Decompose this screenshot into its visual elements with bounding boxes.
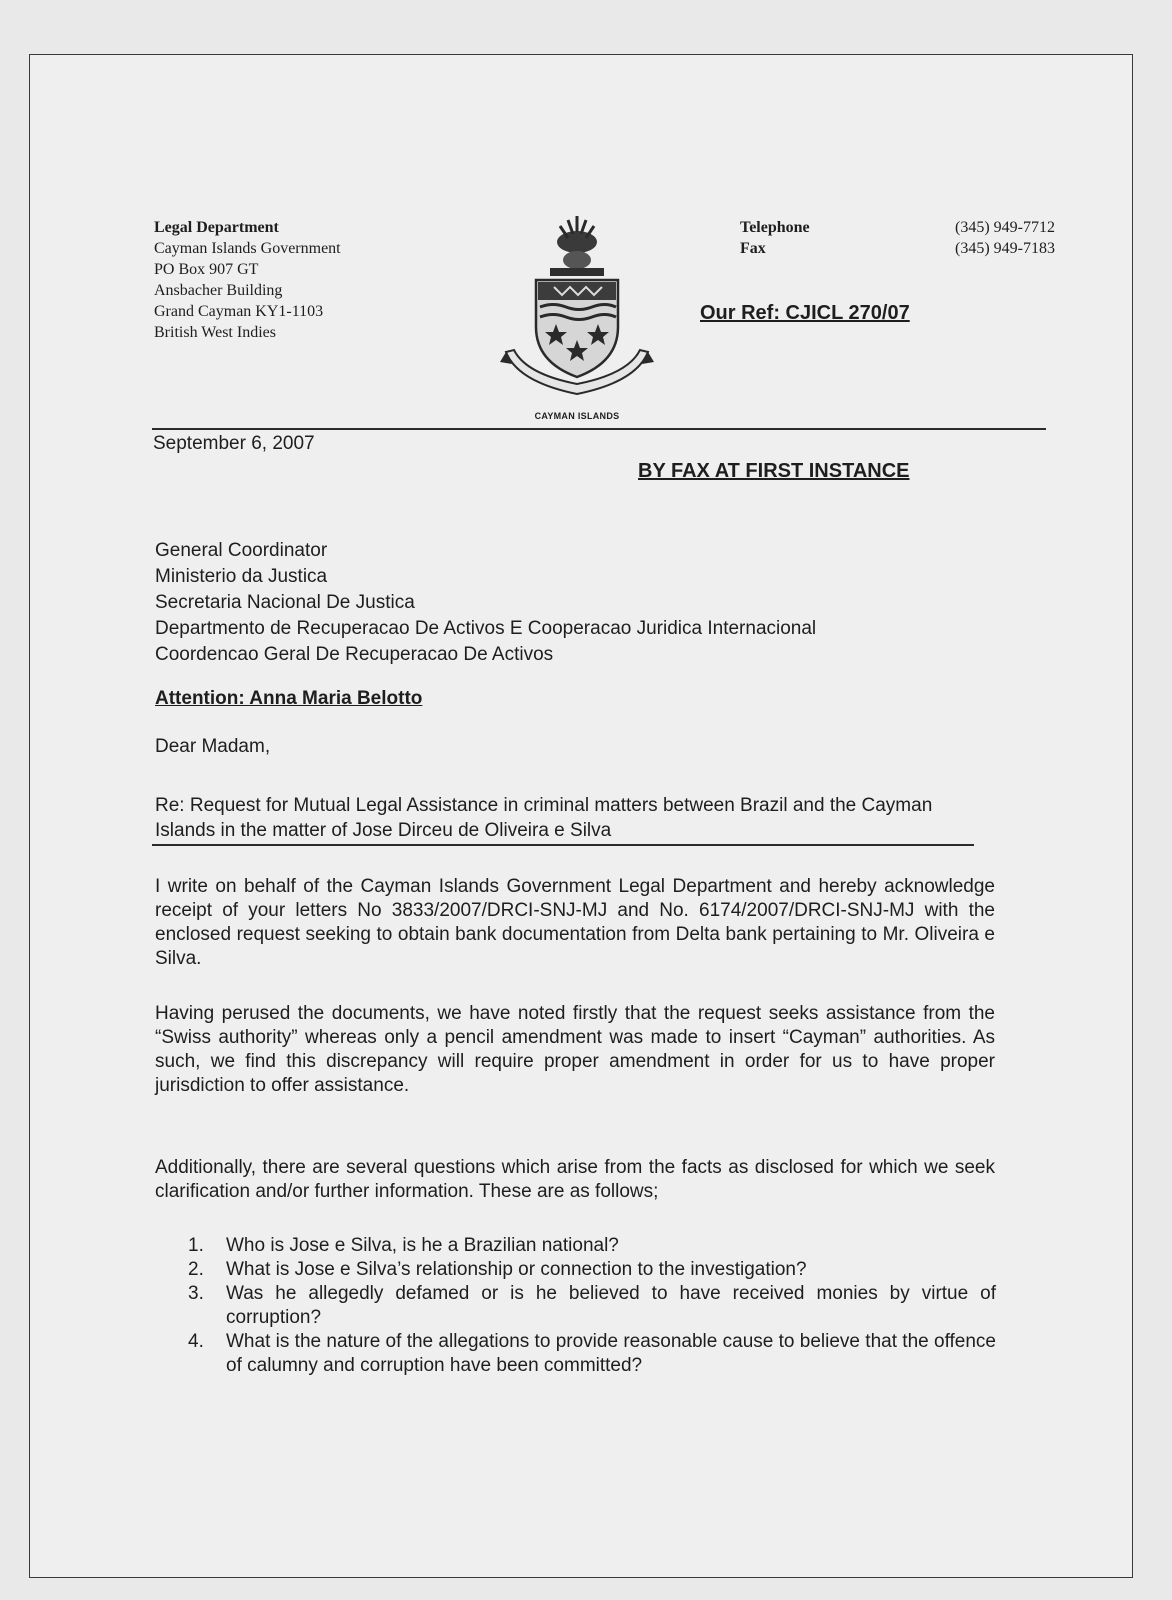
body-paragraph: Additionally, there are several questions which arise from the facts as disclosed for which we seek clarification and/or further information. These are as follows; (155, 1157, 995, 1202)
recipient-line: General Coordinator (155, 540, 328, 561)
letterhead-divider (152, 428, 1046, 430)
address-line: Cayman Islands Government (154, 240, 341, 257)
list-number: 3. (188, 1283, 204, 1304)
recipient-line: Coordencao Geral De Recuperacao De Activos (155, 644, 554, 665)
list-text: Was he allegedly defamed or is he believed to have received monies by virtue of corruption? (226, 1283, 996, 1328)
telephone-row (740, 217, 1055, 238)
coat-of-arms-emblem (498, 212, 656, 427)
list-item (188, 1234, 996, 1258)
telephone-number: (345) 949-7712 (955, 219, 1055, 236)
body-paragraph: Having perused the documents, we have noted firstly that the request seeks assistance from the “Swiss authority” whereas only a pencil amendment was made to insert “Cayman” authorities. As such, we find this discrepancy will require proper amendment in order for us to have proper jurisdiction to offer assistance. (155, 1003, 995, 1096)
list-text: What is the nature of the allegations to provide reasonable cause to believe that the offence of calumny and corruption have been committed? (226, 1331, 996, 1376)
list-item (188, 1282, 996, 1330)
list-item (188, 1330, 996, 1378)
address-line: PO Box 907 GT (154, 261, 259, 278)
list-number: 4. (188, 1331, 204, 1352)
address-line: Ansbacher Building (154, 282, 283, 299)
recipient-address (155, 538, 816, 668)
address-line: Grand Cayman KY1-1103 (154, 303, 324, 320)
subject-underline (152, 844, 974, 846)
address-line: British West Indies (154, 324, 276, 341)
list-item (188, 1258, 996, 1282)
crest-icon (498, 212, 656, 407)
questions-list (188, 1234, 996, 1378)
crest-caption: CAYMAN ISLANDS (534, 411, 620, 421)
recipient-line: Ministerio da Justica (155, 566, 328, 587)
telephone-label: Telephone (740, 219, 810, 236)
delivery-note: BY FAX AT FIRST INSTANCE (638, 460, 910, 482)
sender-address (154, 217, 341, 343)
our-reference: Our Ref: CJICL 270/07 (700, 302, 910, 324)
subject-line: Re: Request for Mutual Legal Assistance in criminal matters between Brazil and the Cayman Islands in the matter of Jose Dirceu de Oliveira e Silva (155, 795, 933, 841)
attention-line: Attention: Anna Maria Belotto (155, 688, 423, 709)
list-text: Who is Jose e Silva, is he a Brazilian national? (226, 1235, 619, 1256)
fax-label: Fax (740, 240, 766, 257)
address-line-department: Legal Department (154, 219, 279, 236)
recipient-line: Secretaria Nacional De Justica (155, 592, 415, 613)
list-number: 2. (188, 1259, 204, 1280)
body-paragraph: I write on behalf of the Cayman Islands Government Legal Department and hereby acknowledge receipt of your letters No 3833/2007/DRCI-SNJ-MJ and No. 6174/2007/DRCI-SNJ-MJ with the enclosed request seeking to obtain bank documentation from Delta bank pertaining to Mr. Oliveira e Silva. (155, 876, 995, 969)
recipient-line: Departmento de Recuperacao De Activos E Cooperacao Juridica Internacional (155, 618, 817, 639)
fax-number: (345) 949-7183 (955, 240, 1055, 257)
fax-row (740, 238, 1055, 259)
contact-block (740, 217, 1055, 259)
salutation: Dear Madam, (155, 736, 271, 757)
list-text: What is Jose e Silva’s relationship or connection to the investigation? (226, 1259, 807, 1280)
list-number: 1. (188, 1235, 204, 1256)
letter-date: September 6, 2007 (153, 433, 315, 454)
